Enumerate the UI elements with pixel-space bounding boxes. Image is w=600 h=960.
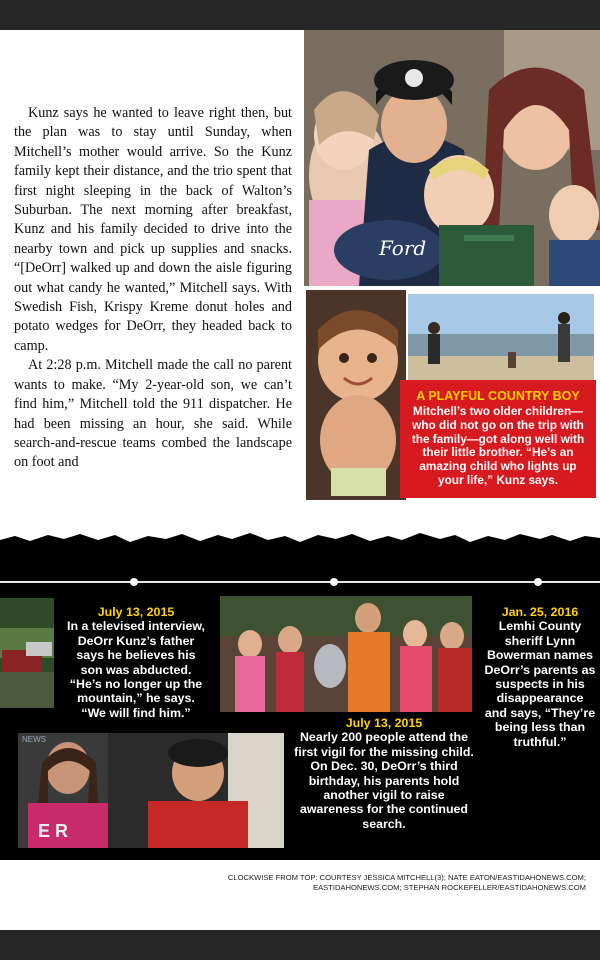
ford-logo-text: Ford [379, 236, 427, 260]
caption-title: A PLAYFUL COUNTRY BOY [416, 389, 580, 403]
timeline-text: In a televised interview, DeOrr Kunz’s father says he believes his son was abducted. “He’s no longer up the mountain,” he says. “We will find him.” [67, 619, 205, 720]
article-paragraph: Kunz says he wanted to leave right then, but the plan was to stay until Sunday, when Mitchell’s mother would arrive. So the Kunz family kept their distance, and the trio spent that first night sleeping in the back of Walton’s Suburban. The next morning after breakfast, Kunz and his family decided to drive into the nearby town and pick up supplies and snacks. “[DeOrr] walked up and down the aisle figuring out what candy he wanted,” Mitchell says. With Swedish Fish, Krispy Kreme donut holes and potato wedges for DeOrr, they headed back to camp. [14, 105, 292, 354]
vigil-photo [220, 596, 472, 712]
top-bar [0, 0, 600, 30]
timeline-date: July 13, 2015 [345, 716, 423, 730]
timeline-text: Lemhi County sheriff Lynn Bowerman names DeOrr’s parents as suspects in his disappearance and says, “They’re being less than truthful.” [484, 619, 596, 749]
timeline-entry [292, 716, 476, 831]
torn-paper-edge [0, 520, 600, 560]
timeline-marker [330, 578, 338, 586]
bottom-bar [0, 930, 600, 960]
interview-photo-illustration [18, 733, 284, 848]
family-photo-illustration [304, 30, 600, 286]
timeline-entry [484, 605, 596, 749]
svg-text:E R: E R [38, 821, 69, 841]
timeline-date: July 13, 2015 [97, 605, 175, 619]
caption-text: Mitchell’s two older children—who did not go on the trip with the family—got along well with their little brother. “He’s an amazing child who lights up your life,” Kunz says. [411, 404, 585, 487]
campsite-photo [0, 598, 54, 708]
family-photo [304, 30, 600, 286]
article-paragraph: At 2:28 p.m. Mitchell made the call no parent wants to make. “My 2-year-old son, we can’t find him,” Mitchell told the 911 dispatcher. He had been missing an hour, she said. While search-and-rescue teams combed the landscape on foot and [14, 357, 292, 471]
article-body [14, 104, 292, 473]
beach-photo [408, 294, 594, 386]
photo-credits: CLOCKWISE FROM TOP: COURTESY JESSICA MITCHELL(3); NATE EATON/EASTIDAHONEWS.COM; EASTIDAHONEWS.COM; STEPHAN ROCKEFELLER/EASTIDAHONEWS.COM [227, 873, 586, 892]
baby-photo [306, 290, 406, 500]
baby-photo-illustration [306, 290, 406, 500]
timeline-date: Jan. 25, 2016 [501, 605, 579, 619]
timeline-line [0, 581, 600, 583]
interview-photo [18, 733, 284, 848]
photo-caption-box [400, 380, 596, 498]
timeline-text: Nearly 200 people attend the first vigil for the missing child. On Dec. 30, DeOrr’s third birthday, his parents hold another vigil to raise awareness for the continued search. [294, 730, 474, 831]
timeline-marker [534, 578, 542, 586]
timeline-entry [64, 605, 208, 720]
vigil-photo-illustration [220, 596, 472, 712]
news-watermark: NEWS [22, 735, 46, 744]
beach-photo-illustration [408, 294, 594, 386]
timeline-marker [130, 578, 138, 586]
campsite-photo-illustration [0, 598, 54, 708]
